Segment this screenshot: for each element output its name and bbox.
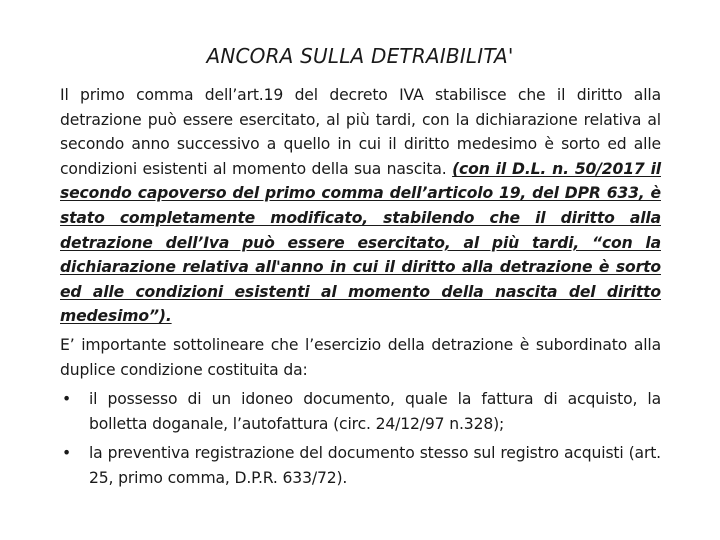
paragraph-1-text: Il primo comma dell’art.19 del decreto IVA stabilisce che il diritto alla detrazione può essere esercitato, al più tardi, con la dichiarazione relativa al secondo anno successivo a quello in cui il diritto medesimo è sorto ed alle condizioni esistenti al momento della sua nascita.: [60, 86, 661, 178]
slide-body: [60, 83, 661, 496]
paragraph-2: E’ importante sottolineare che l’esercizio della detrazione è subordinato alla duplice condizione costituita da:: [60, 335, 661, 379]
bullet-item: [60, 387, 661, 436]
bullet-item: [60, 441, 661, 490]
slide-title: ANCORA SULLA DETRAIBILITA': [206, 44, 514, 68]
bullet-text: la preventiva registrazione del documento stesso sul registro acquisti (art. 25, primo comma, D.P.R. 633/72).: [89, 444, 661, 487]
paragraph-1: [60, 83, 661, 329]
paragraph-1-emphasis: (con il D.L. n. 50/2017 il secondo capoverso del primo comma dell’articolo 19, del DPR 633, è stato completamente modificato, stabilendo che il diritto alla detrazione dell’Iva può essere esercitato, al più tardi, “con la dichiarazione relativa all'anno in cui il diritto alla detrazione è sorto ed alle condizioni esistenti al momento della nascita del diritto medesimo”).: [60, 159, 661, 326]
bullet-dot-icon: •: [62, 444, 72, 463]
bullet-dot-icon: •: [62, 390, 72, 409]
bullet-text: il possesso di un idoneo documento, quale la fattura di acquisto, la bolletta doganale, l’autofattura (circ. 24/12/97 n.328);: [89, 390, 661, 433]
bullet-list: [60, 387, 661, 490]
